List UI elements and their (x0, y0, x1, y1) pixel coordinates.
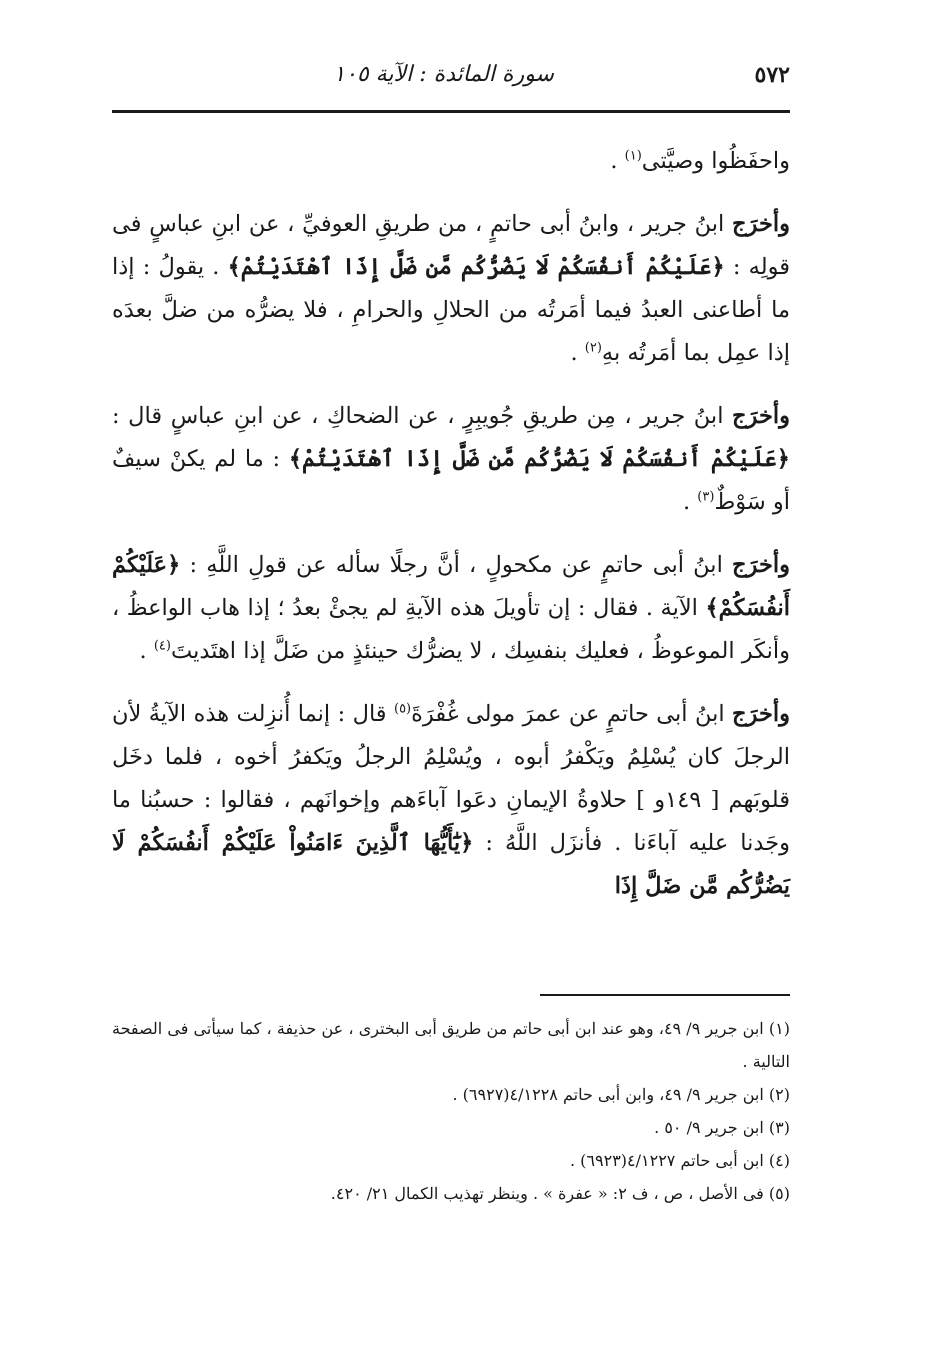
quran-verse: ﴿يَٰٓأَيُّهَا ٱلَّذِينَ ءَامَنُواْ عَلَيْكُمْ أَنفُسَكُمْ لَا يَضُرُّكُم مَّن ضَلَّ إِذَا (112, 830, 790, 899)
paragraph-end: . (682, 489, 698, 515)
paragraph-lead: وأخرَج (732, 552, 790, 578)
quran-verse: ﴿عَلَيْكُمْ أَنفُسَكُمْ﴾ (112, 552, 790, 621)
main-text (112, 140, 790, 908)
footnote-ref-1: (١) (624, 148, 642, 164)
footnote-ref-4: (٤) (153, 638, 171, 654)
page-number: ٥٧٢ (754, 62, 790, 88)
paragraph-1 (112, 140, 790, 183)
paragraph-text: واحفَظُوا وصيَّتى (641, 148, 790, 174)
paragraph-text: ابنُ أبى حاتمٍ عن عمرَ مولى غُفْرَةَ (411, 701, 733, 727)
paragraph-end: . (139, 638, 154, 664)
footnote-ref-2: (٢) (584, 340, 602, 356)
footnotes (112, 1012, 790, 1210)
footnote-separator (540, 994, 790, 996)
paragraph-end: . (610, 148, 625, 174)
paragraph-end: . (570, 340, 585, 366)
paragraph-lead: وأخرَج (732, 701, 790, 727)
header-rule (112, 110, 790, 113)
footnote-1: (١) ابن جرير ٩/ ٤٩، وهو عند ابن أبى حاتم من طريق أبى البخترى ، عن حذيفة ، كما سيأتى فى الصفحة التالية . (112, 1019, 791, 1071)
paragraph-text: ابنُ جرير ، مِن طريقِ جُويبِرٍ ، عن الضحاكِ ، عن ابنِ عباسٍ قال : (112, 403, 733, 429)
paragraph-lead: وأخرَج (732, 211, 790, 237)
paragraph-2 (112, 203, 790, 375)
quran-verse: ﴿عَلَيْكُمْ أَنفُسَكُمْ لَا يَضُرُّكُم مَّن ضَلَّ إِذَا ٱهْتَدَيْتُمْ﴾ (227, 254, 725, 280)
running-title: سورة المائدة : الآية ١٠٥ (333, 62, 554, 87)
paragraph-4 (112, 544, 790, 673)
paragraph-text: : ما لم يكنْ سيفٌ أو سَوْطٌ (112, 446, 790, 515)
footnote-2: (٢) ابن جرير ٩/ ٤٩، وابن أبى حاتم ٤/١٢٢٨(٦٩٢٧) . (452, 1085, 790, 1104)
paragraph-text: . يقولُ : إذا ما أطاعنى العبدُ فيما أمَرتُه من الحلالِ والحرامِ ، فلا يضرُّه من ضلَّ بعدَه إذا عمِل بما أمَرتُه بهِ (112, 254, 790, 366)
footnote-ref-5: (٥) (393, 701, 412, 717)
paragraph-5 (112, 693, 790, 908)
paragraph-lead: وأخرَج (732, 403, 790, 429)
page-header (112, 58, 790, 98)
footnote-4: (٤) ابن أبى حاتم ٤/١٢٢٧(٦٩٢٣) . (569, 1151, 790, 1170)
paragraph-text: ابنُ أبى حاتمٍ عن مكحولٍ ، أنَّ رجلًا سأله عن قولِ اللَّهِ : (180, 552, 733, 578)
paragraph-text: قال : إنما أُنزِلت هذه الآيةُ لأن الرجلَ كان يُسْلِمُ ويَكْفرُ أبوه ، ويُسْلِمُ الرجلُ ويَكفرُ أخوه ، فلما دخَل قلوبَهم [ ١٤٩و ] حلاوةُ الإيمانِ دعَوا آباءَهم وإخوانَهم ، فقالوا : حسبُنا ما وجَدنا عليه آباءَنا . فأنزَل اللَّهُ : (112, 701, 790, 856)
footnote-3: (٣) ابن جرير ٩/ ٥٠ . (654, 1118, 790, 1137)
paragraph-text: ابنُ جرير ، وابنُ أبى حاتمٍ ، من طريقِ العوفيِّ ، عن ابنِ عباسٍ فى قولِه : (112, 211, 790, 280)
quran-verse: ﴿عَلَيْكُمْ أَنفُسَكُمْ لَا يَضُرُّكُم مَّن ضَلَّ إِذَا ٱهْتَدَيْتُمْ﴾ (288, 446, 790, 472)
paragraph-text: الآية . فقال : إن تأويلَ هذه الآيةِ لم يجئْ بعدُ ؛ إذا هاب الواعظُ ، وأنكَر الموعوظُ ، فعليك بنفسِك ، لا يضرُّك حينئذٍ من ضَلَّ إذا اهتَديتَ (112, 595, 790, 664)
footnote-ref-3: (٣) (697, 489, 715, 505)
footnote-5: (٥) فى الأصل ، ص ، ف ٢: « عفرة » . وينظر تهذيب الكمال ٢١/ ٤٢٠. (330, 1184, 790, 1203)
paragraph-3 (112, 395, 790, 524)
